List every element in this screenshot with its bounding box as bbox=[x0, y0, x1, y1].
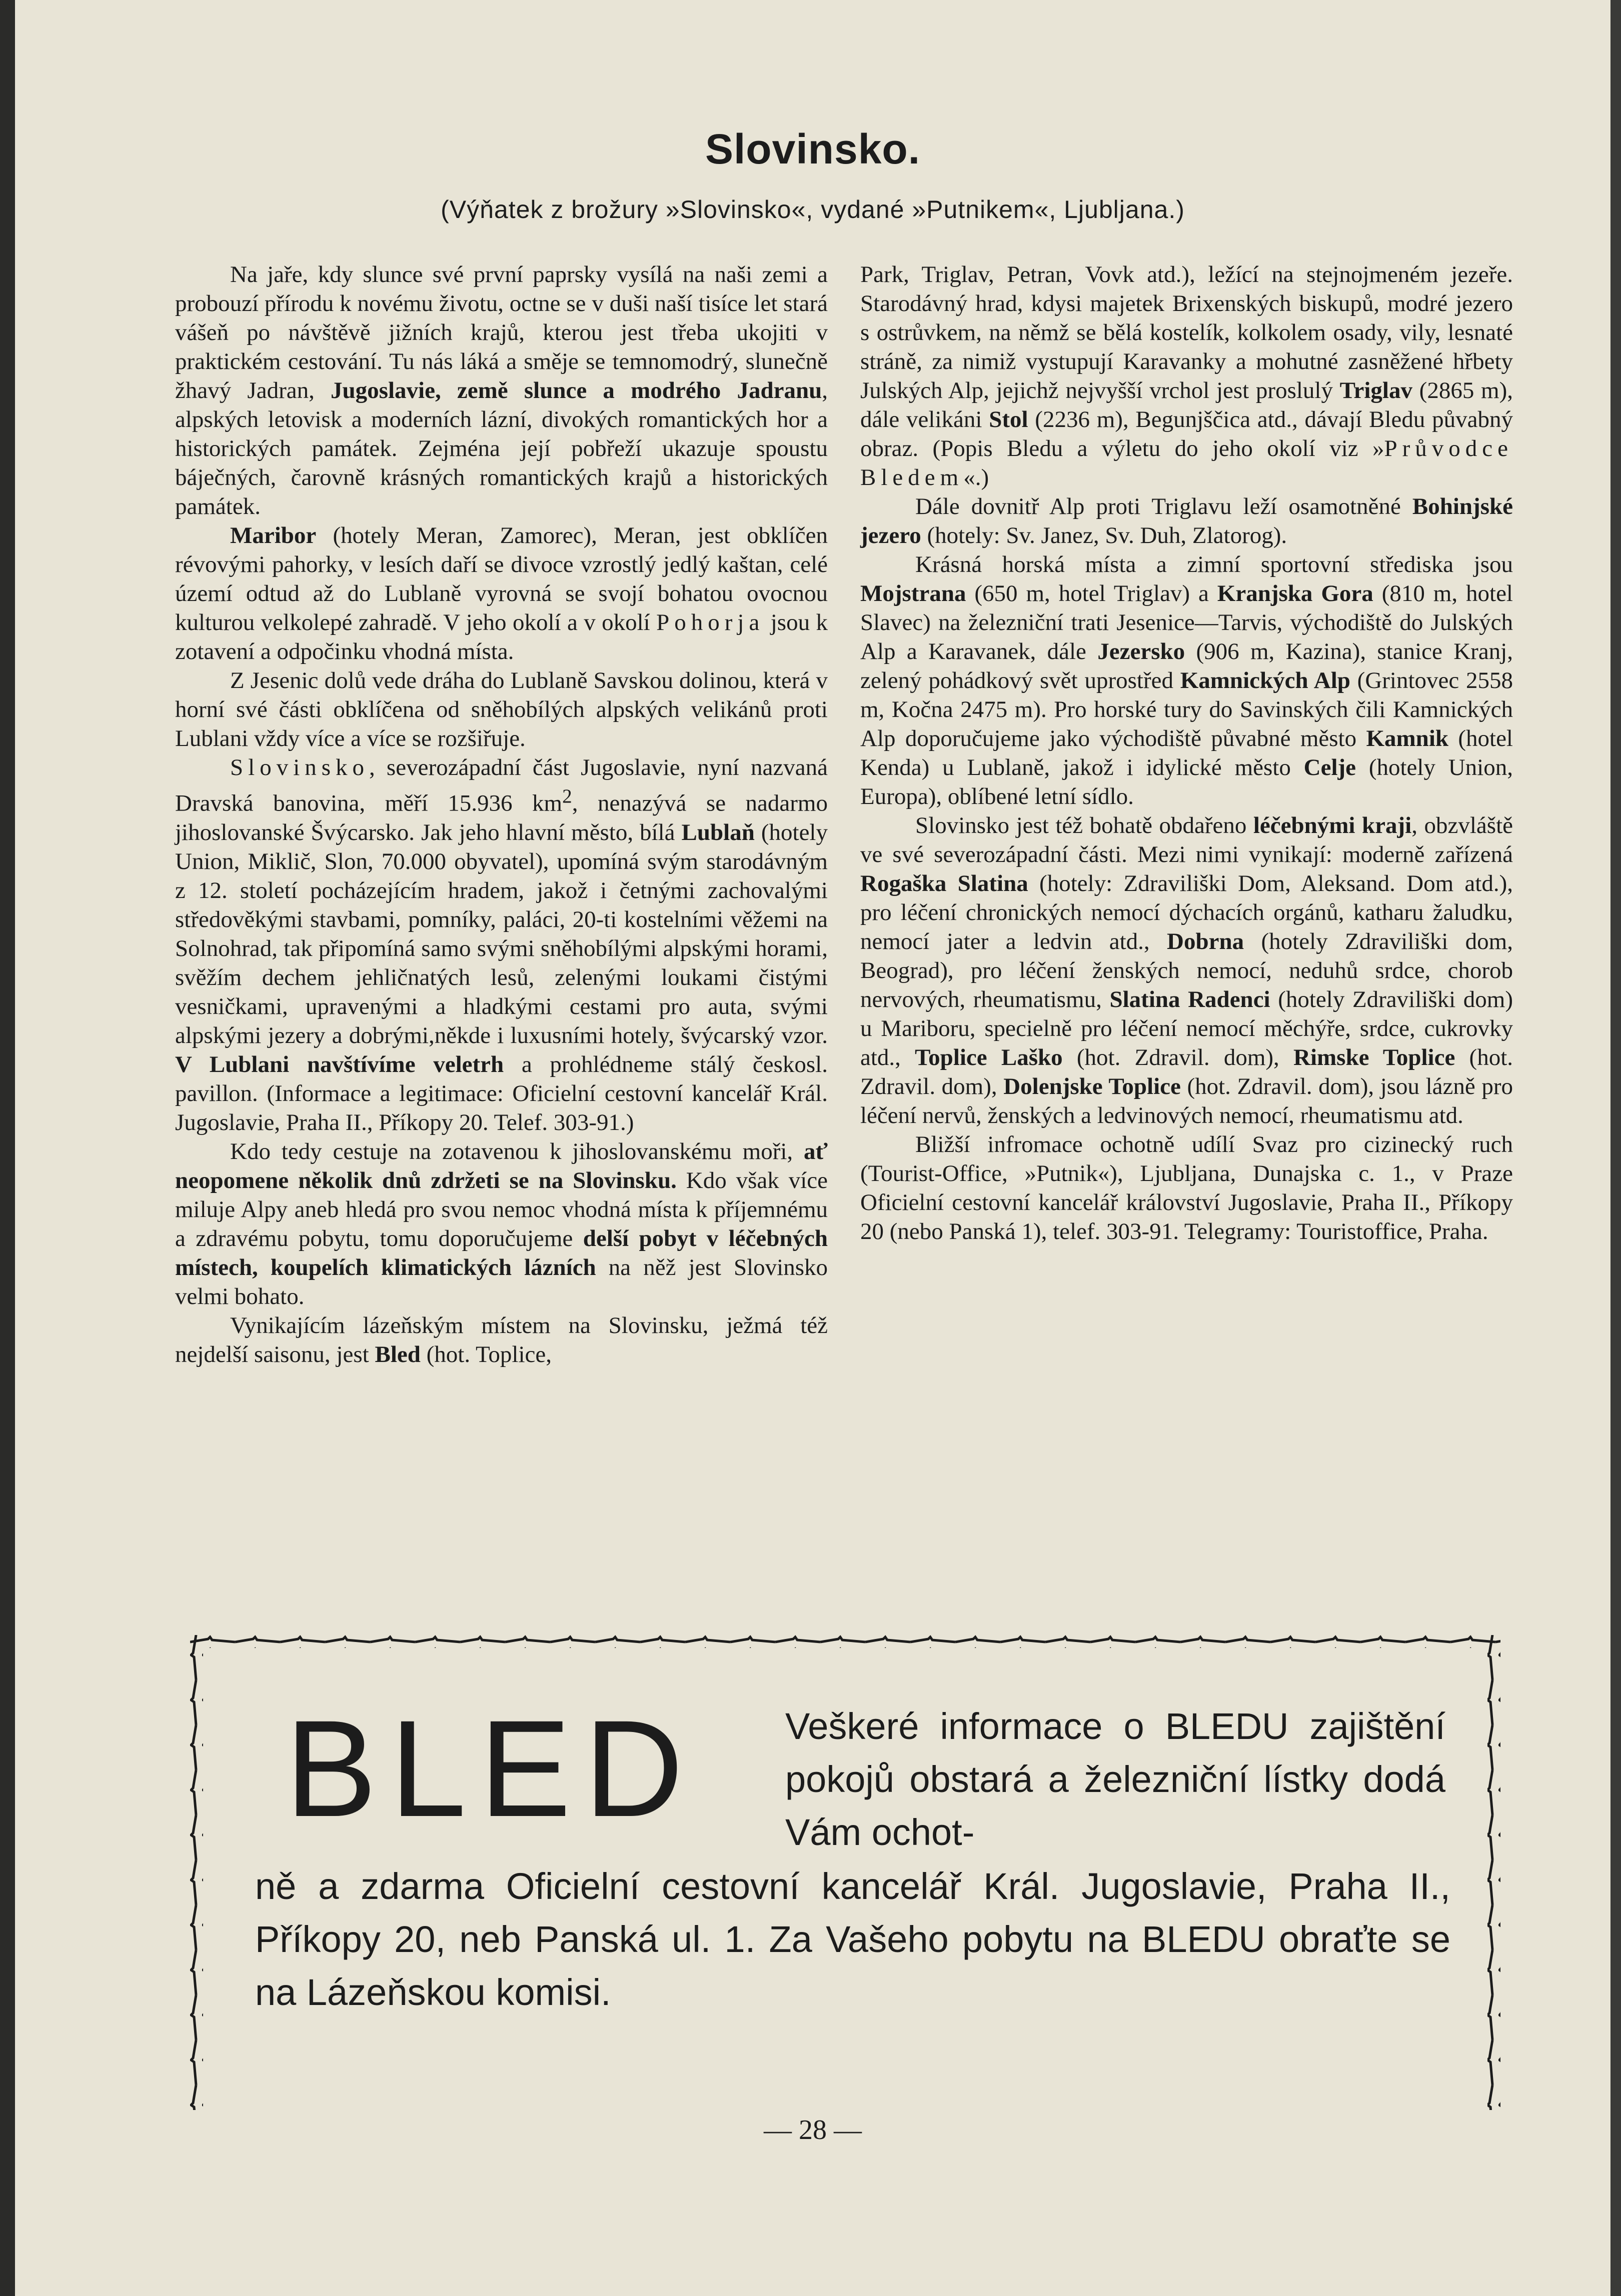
page-title: Slovinsko. bbox=[705, 126, 921, 172]
page-number: — 28 — bbox=[764, 2114, 862, 2146]
right-column bbox=[860, 260, 1513, 1246]
ad-text-bottom: ně a zdarma Oficielní cestovní kancelář Král. Jugoslavie, Praha II., Příkopy 20, neb Panská ul. 1. Za Vašeho pobytu na BLEDU obraťte se na Lázeňskou komisi. bbox=[255, 1866, 1450, 2013]
paragraph: Slovinsko jest též bohatě obdařeno léčebnými kraji, obzvláště ve své severozápadní části. Mezi nimi vynikají: moderně zařízená Rogaška Slatina (hotely: Zdraviliški Dom, Aleksand. Dom atd.), pro léčení chronických nemocí dýchacích orgánů, katharu žaludku, nemocí jater a ledvin atd., Dobrna (hotely Zdraviliški dom, Beograd), pro léčení ženských nemocí, neduhů srdce, chorob nervových, rheumatismu, Slatina Radenci (hotely Zdraviliški dom) u Mariboru, specielně pro léčení nemocí měchýře, srdce, cukrovky atd., Toplice Laško (hot. Zdravil. dom), Rimske Toplice (hot. Zdravil. dom), Dolenjske Toplice (hot. Zdravil. dom), jsou lázně pro léčení nervů, ženských a ledvinových nemocí, rheumatismu atd. bbox=[860, 812, 1513, 1128]
paragraph: Z Jesenic dolů vede dráha do Lublaně Savskou dolinou, která v horní své části obklíčena od sněhobílých alpských velikánů proti Lublani vždy více a více se rozšiřuje. bbox=[175, 668, 828, 752]
paragraph: Vynikajícím lázeňským místem na Slovinsku, ježmá též nejdelší saisonu, jest Bled (hot. Toplice, bbox=[175, 1312, 828, 1368]
paragraph: Na jaře, kdy slunce své první paprsky vysílá na naši zemi a probouzí přírodu k novému životu, octne se v duši naší tisíce let stará vášeň po návštěvě jižních krajů, kterou jest třeba ukojiti v praktickém cestování. Tu nás láká a směje se temnomodrý, slunečně žhavý Jadran, Jugoslavie, země slunce a modrého Jadranu, alpských letovisk a moderních lázní, divokých romantických hor a historických památek. Zejména její pobřeží ukazuje spoustu báječných, čarovně krásných romantických krajů a historických památek. bbox=[175, 262, 828, 520]
bled-advertisement bbox=[190, 1635, 1500, 2110]
paragraph: Park, Triglav, Petran, Vovk atd.), ležící na stejnojmeném jezeře. Starodávný hrad, kdysi majetek Brixenských biskupů, modré jezero s ostrůvkem, na němž se bělá kostelík, kolkolem osady, vily, lesnaté stráně, za nimiž vystupují Karavanky a mohutné zasněžené hřbety Julských Alp, jejichž nejvyšší vrchol jest proslulý Triglav (2865 m), dále velikáni Stol (2236 m), Begunjščica atd., dávají Bledu půvabný obraz. (Popis Bledu a výletu do jeho okolí viz »Průvodce Bledem«.) bbox=[860, 262, 1513, 490]
book-spine-edge bbox=[0, 0, 15, 2296]
paragraph: Bližší infromace ochotně udílí Svaz pro cizinecký ruch (Tourist-Office, »Putnik«), Ljubljana, Dunajska c. 1., v Praze Oficielní cestovní kancelář království Jugoslavie, Praha II., Příkopy 20 (nebo Panská 1), telef. 303-91. Telegramy: Touristoffice, Praha. bbox=[860, 1132, 1513, 1244]
ad-headline: BLED bbox=[285, 1692, 697, 1846]
ad-text-right: Veškeré informace o BLEDU zajištění pokojů obstará a železniční lístky dodá Vám ochot- bbox=[785, 1706, 1445, 1853]
paragraph: Dále dovnitř Alp proti Triglavu leží osamotněné Bohinjské jezero (hotely: Sv. Janez, Sv. Duh, Zlatorog). bbox=[860, 494, 1513, 548]
paragraph: Slovinsko, severozápadní část Jugoslavie, nyní nazvaná Dravská banovina, měří 15.936 $km^2$, nenazývá se nadarmo jihoslovanské Švýcarsko. Jak jeho hlavní město, bílá Lublaň (hotely Union, Miklič, Slon, 70.000 obyvatel), upomíná svým starodávným z 12. století pocházejícím hradem, jakož i četnými zachovalými středověkými stavbami, pomníky, paláci, 20-ti kostelními věžemi na Solnohrad, tak připomíná samo svými sněhobílými alpskými horami, svěžím dechem jehličnatých lesů, zelenými loukami čistými vesničkami, upravenými a hladkými cestami pro auta, svými alpskými jezery a dobrými,někde i luxusními hotely, švýcarský vzor. V Lublani navštívíme veletrh a prohlédneme stálý českosl. pavillon. (Informace a legitimace: Oficielní cestovní kancelář Král. Jugoslavie, Praha II., Příkopy 20. Telef. 303-91.) bbox=[175, 754, 828, 1136]
page-subtitle: (Výňatek z brožury »Slovinsko«, vydané »Putnikem«, Ljubljana.) bbox=[441, 196, 1185, 224]
paragraph: Krásná horská místa a zimní sportovní střediska jsou Mojstrana (650 m, hotel Triglav) a Kranjska Gora (810 m, hotel Slavec) na železniční trati Jesenice—Tarvis, východiště do Julských Alp a Karavanek, dále Jezersko (906 m, Kazina), stanice Kranj, zelený pohádkový svět uprostřed Kamnických Alp (Grintovec 2558 m, Kočna 2475 m). Pro horské tury do Savinských čili Kamnických Alp doporučujeme jako východiště půvabné město Kamnik (hotel Kenda) u Lublaně, jakož i idylické město Celje (hotely Union, Europa), oblíbené letní sídlo. bbox=[860, 552, 1513, 810]
paragraph: Kdo tedy cestuje na zotavenou k jihoslovanskému moři, ať neopomene několik dnů zdržeti se na Slovinsku. Kdo však více miluje Alpy aneb hledá pro svou nemoc vhodná místa k příjemnému a zdravému pobytu, tomu doporučujeme delší pobyt v léčebných místech, koupelích klimatických lázních na něž jest Slovinsko velmi bohato. bbox=[175, 1138, 828, 1310]
document-page bbox=[15, 0, 1610, 2296]
paragraph: Maribor (hotely Meran, Zamorec), Meran, jest obklíčen révovými pahorky, v lesích daří se divoce vzrostlý jedlý kaštan, celé území odtud až do Lublaně vyrovná se svojí bohatou ovocnou kulturou velkolepé zahradě. V jeho okolí a v okolí Pohorja jsou k zotavení a odpočinku vhodná místa. bbox=[175, 522, 828, 664]
left-column bbox=[175, 260, 828, 1369]
